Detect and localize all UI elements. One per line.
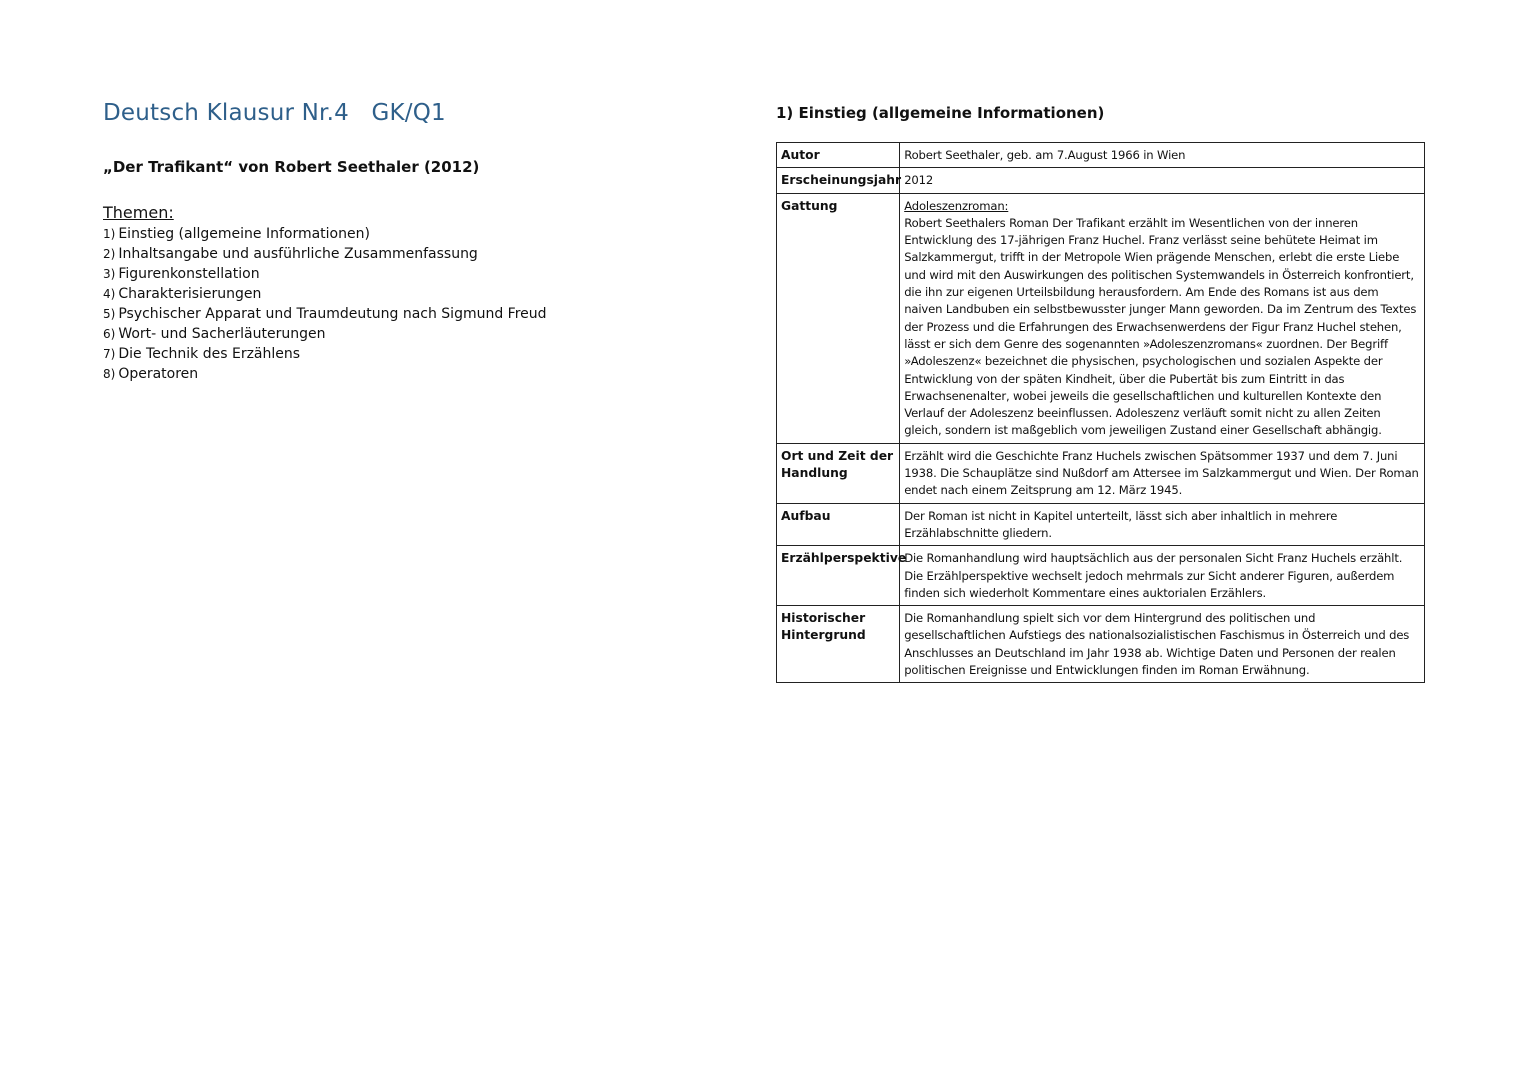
row-label: Aufbau bbox=[777, 503, 900, 546]
topic-item bbox=[103, 344, 703, 364]
table-row-erscheinungsjahr bbox=[777, 168, 1425, 193]
row-value: Die Romanhandlung spielt sich vor dem Hintergrund des politischen und gesellschaftlichen Aufstiegs des nationalsozialistischen Faschismus in Österreich und des Anschlusses an Deutschland im Jahr 1938 ab. Wichtige Daten und Personen der realen politischen Ereignisse und Entwicklungen finden im Roman Erwähnung. bbox=[900, 606, 1425, 683]
topic-item bbox=[103, 284, 703, 304]
row-value: 2012 bbox=[900, 168, 1425, 193]
table-row-erzaehlperspektive bbox=[777, 546, 1425, 606]
topic-label: Einstieg (allgemeine Informationen) bbox=[118, 226, 370, 242]
topic-number: 1) bbox=[103, 227, 116, 241]
genre-description: Robert Seethalers Roman Der Trafikant erzählt im Wesentlichen von der inneren Entwicklung des 17-jährigen Franz Huchel. Franz verlässt seine behütete Heimat im Salzkammergut, trifft in der Metropole Wien prägende Menschen, erlebt die erste Liebe und wird mit den Auswirkungen des politischen Systemwandels in Österreich konfrontiert, die ihn zur eigenen Urteilsbildung herausfordern. Am Ende des Romans ist aus dem naiven Landbuben ein selbstbewusster junger Mann geworden. Da im Zentrum des Textes der Prozess und die Erfahrungen des Erwachsenwerdens der Figur Franz Huchel stehen, lässt er sich dem Genre des sogenannten »Adoleszenzromans« zuordnen. Der Begriff »Adoleszenz« bezeichnet die physischen, psychologischen und sozialen Aspekte der Entwicklung von der späten Kindheit, über die Pubertät bis zum Eintritt in das Erwachsenenalter, wobei jeweils die gesellschaftlichen und kulturellen Kontexte den Verlauf der Adoleszenz beeinflussen. Adoleszenz verläuft somit nicht zu allen Zeiten gleich, sondern ist maßgeblich vom jeweiligen Zustand einer Gesellschaft abhängig. bbox=[904, 215, 1417, 438]
genre-title: Adoleszenzroman: bbox=[904, 198, 1009, 213]
row-label: Ort und Zeit der Handlung bbox=[777, 443, 900, 503]
row-value: Die Romanhandlung wird hauptsächlich aus der personalen Sicht Franz Huchels erzählt. Die Erzählperspektive wechselt jedoch mehrmals zur Sicht anderer Figuren, außerdem finden sich wiederholt Kommentare eines auktorialen Erzählers. bbox=[900, 546, 1425, 606]
topic-number: 4) bbox=[103, 287, 116, 301]
row-value: Robert Seethaler, geb. am 7.August 1966 in Wien bbox=[900, 143, 1425, 168]
topic-item bbox=[103, 364, 703, 384]
topic-number: 3) bbox=[103, 267, 116, 281]
topic-label: Operatoren bbox=[118, 366, 199, 382]
document-title: Deutsch Klausur Nr.4 GK/Q1 bbox=[103, 100, 446, 126]
row-label: Gattung bbox=[777, 193, 900, 443]
row-value: Erzählt wird die Geschichte Franz Huchels zwischen Spätsommer 1937 und dem 7. Juni 1938. Die Schauplätze sind Nußdorf am Attersee im Salzkammergut und Wien. Der Roman endet nach einem Zeitsprung am 12. März 1945. bbox=[900, 443, 1425, 503]
row-label: Historischer Hintergrund bbox=[777, 606, 900, 683]
topic-label: Wort- und Sacherläuterungen bbox=[118, 326, 326, 342]
row-value bbox=[900, 193, 1425, 443]
row-label: Erscheinungsjahr bbox=[777, 168, 900, 193]
row-label: Erzählperspektive bbox=[777, 546, 900, 606]
topic-label: Charakterisierungen bbox=[118, 286, 262, 302]
table-row-gattung bbox=[777, 193, 1425, 443]
topic-label: Die Technik des Erzählens bbox=[118, 346, 301, 362]
topics-heading: Themen: bbox=[103, 203, 174, 222]
section-heading: 1) Einstieg (allgemeine Informationen) bbox=[776, 104, 1105, 122]
topic-item bbox=[103, 244, 703, 264]
topic-item bbox=[103, 304, 703, 324]
topic-item bbox=[103, 224, 703, 244]
table-row-aufbau bbox=[777, 503, 1425, 546]
topic-item bbox=[103, 324, 703, 344]
topic-number: 7) bbox=[103, 347, 116, 361]
topic-number: 8) bbox=[103, 367, 116, 381]
topic-label: Inhaltsangabe und ausführliche Zusammenfassung bbox=[118, 246, 478, 262]
right-page bbox=[776, 104, 1426, 683]
info-table bbox=[776, 142, 1425, 683]
topic-number: 6) bbox=[103, 327, 116, 341]
table-row-autor bbox=[777, 143, 1425, 168]
row-value: Der Roman ist nicht in Kapitel unterteilt, lässt sich aber inhaltlich in mehrere Erzählabschnitte gliedern. bbox=[900, 503, 1425, 546]
table-row-ort-zeit bbox=[777, 443, 1425, 503]
row-label: Autor bbox=[777, 143, 900, 168]
topic-item bbox=[103, 264, 703, 284]
topic-label: Figurenkonstellation bbox=[118, 266, 260, 282]
topic-label: Psychischer Apparat und Traumdeutung nach Sigmund Freud bbox=[118, 306, 547, 322]
topic-number: 2) bbox=[103, 247, 116, 261]
topics-list bbox=[103, 224, 703, 384]
left-page bbox=[103, 100, 703, 384]
document-subtitle: „Der Trafikant“ von Robert Seethaler (2012) bbox=[103, 158, 480, 176]
topic-number: 5) bbox=[103, 307, 116, 321]
table-row-historischer-hintergrund bbox=[777, 606, 1425, 683]
